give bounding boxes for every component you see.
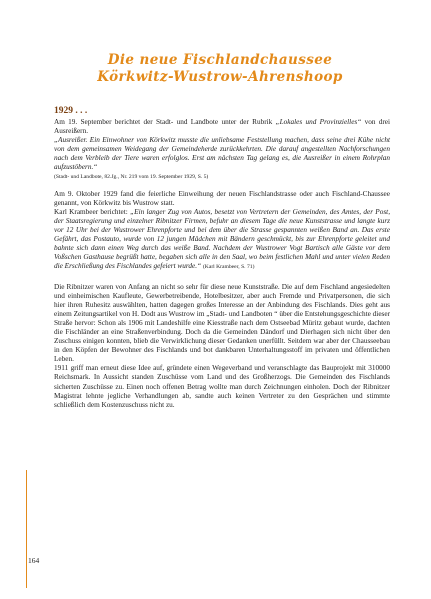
quote-intro: Karl Krambeer berichtet: — [54, 207, 128, 216]
spacer — [54, 273, 390, 283]
spacer — [54, 182, 390, 190]
paragraph-ausreisser-intro — [54, 118, 390, 136]
source-citation-1: (Stadt- und Landbote, 82.Jg., Nr. 219 vom 19. September 1929, S. 5) — [54, 173, 209, 180]
paragraph-krambeer — [54, 208, 390, 273]
section-heading: 1929 . . . — [54, 106, 88, 116]
paragraph-einweihung: Am 9. Oktober 1929 fand die feierliche Einweihung der neuen Fischlandstrasse oder auch Fischland-Chaussee genannt, von Körkwitz bis Wustrow statt. — [54, 189, 390, 207]
page-title — [40, 52, 400, 86]
paragraph-text-end: von drei Ausreißern. — [54, 118, 390, 136]
title-line-2: Körkwitz-Wustrow-Ahrenshoop — [97, 69, 343, 85]
body-text — [54, 118, 390, 410]
page-number: 164 — [28, 556, 40, 565]
rubric-name: „Lokales und Provinzielles“ — [275, 118, 362, 126]
paragraph-1911: 1911 griff man erneut diese Idee auf, gründete einen Wegeverband und veranschlagte das Bauprojekt mit 310000 Reichsmark. In Aussicht standen Zuschüsse vom Land und des Großherzogs. Die Gemeinden des Fischlands sicherten Zuschüsse zu. Einen noch offenen Betrag wollte man durch Zeichnungen einholen. Doch der Ribnitzer Magistrat lehnte jegliche Verhandlungen ab, sandte auch keinen Vertreter zu den Gesprächen und stimmte schließlich dem Kostenzuschuss nicht zu. — [54, 364, 390, 409]
paragraph-ribnitzer: Die Ribnitzer waren von Anfang an nicht so sehr für diese neue Kunststraße. Die auf dem Fischland angesiedelten und einheimischen Kaufleute, Gewerbetreibende, Hotelbesitzer, aber auch Fremde und Privatpersonen, die sich hier ihren Ruhesitz auswählten, hatten dagegen großes Interesse an der Anbindung des Fischlands. Dies geht aus einem Zeitungsartikel von H. Dodt aus Wustrow im „Stadt- und Landboten “ über die Entstehungsgeschichte dieser Straße hervor: Schon als 1906 mit Landeshilfe eine Kiesstraße nach dem Ostseebad Müritz gebaut wurde, dachten die Fischländer an eine Straßenverbindung. Doch da die Gemeinden Dändorf und Dierhagen sich nicht über den Zuschuss einigen konnten, blieb die Verwirklichung dieser Gedanken unerfüllt. Seitdem war aber der Chausseebau in den Köpfen der Bewohner des Fischlands und bot dankbaren Unterhaltungsstoff im privaten und öffentlichen Leben. — [54, 282, 390, 364]
margin-rule — [26, 470, 27, 588]
title-line-1: Die neue Fischlandchaussee — [107, 52, 333, 68]
source-citation-2: (Karl Krambeer, S. 71) — [202, 264, 255, 271]
paragraph-text: Am 19. September berichtet der Stadt- und Landbote unter der Rubrik — [54, 118, 273, 126]
quote-ausreisser: „Ausreißer. Ein Einwohner von Körkwitz musste die unliebsame Feststellung machen, dass seine drei Kühe nicht von dem gemeinsamen Weidegang der Gemeindeherde zurückkehrten. Die darauf angestellten Nachforschungen nach dem Verbleib der Tiere waren erfolglos. Erst am nächsten Tag gelang es, die Ausreißer in einem Rohrplan aufzustöbern.“ — [54, 136, 390, 172]
quote-krambeer: „Ein langer Zug von Autos, besetzt von Vertretern der Gemeinden, des Amtes, der Post, der Staatsregierung und einzelner Ribnitzer Firmen, befuhr an diesem Tage die neue Kunststrasse und langte kurz vor 12 Uhr bei der Wustrower Ehrenpforte und bei dem über die Strasse gespannten weißen Band an. Das erste Gefährt, das Postauto, wurde von 12 jungen Mädchen mit Bändern geschmückt, bis zur Ehrenpforte geleitet und bahnte sich dann einen Weg durch das weiße Band. Nachdem der Wustrower Vogt Bartisch alle Gäste vor dem Voßschen Gasthause begrüßt hatte, begaben sich alle in den Saal, wo beim festlichen Mahl und unter vielen Reden die Erschließung des Fischlandes gefeiert wurde.“ — [54, 207, 391, 271]
